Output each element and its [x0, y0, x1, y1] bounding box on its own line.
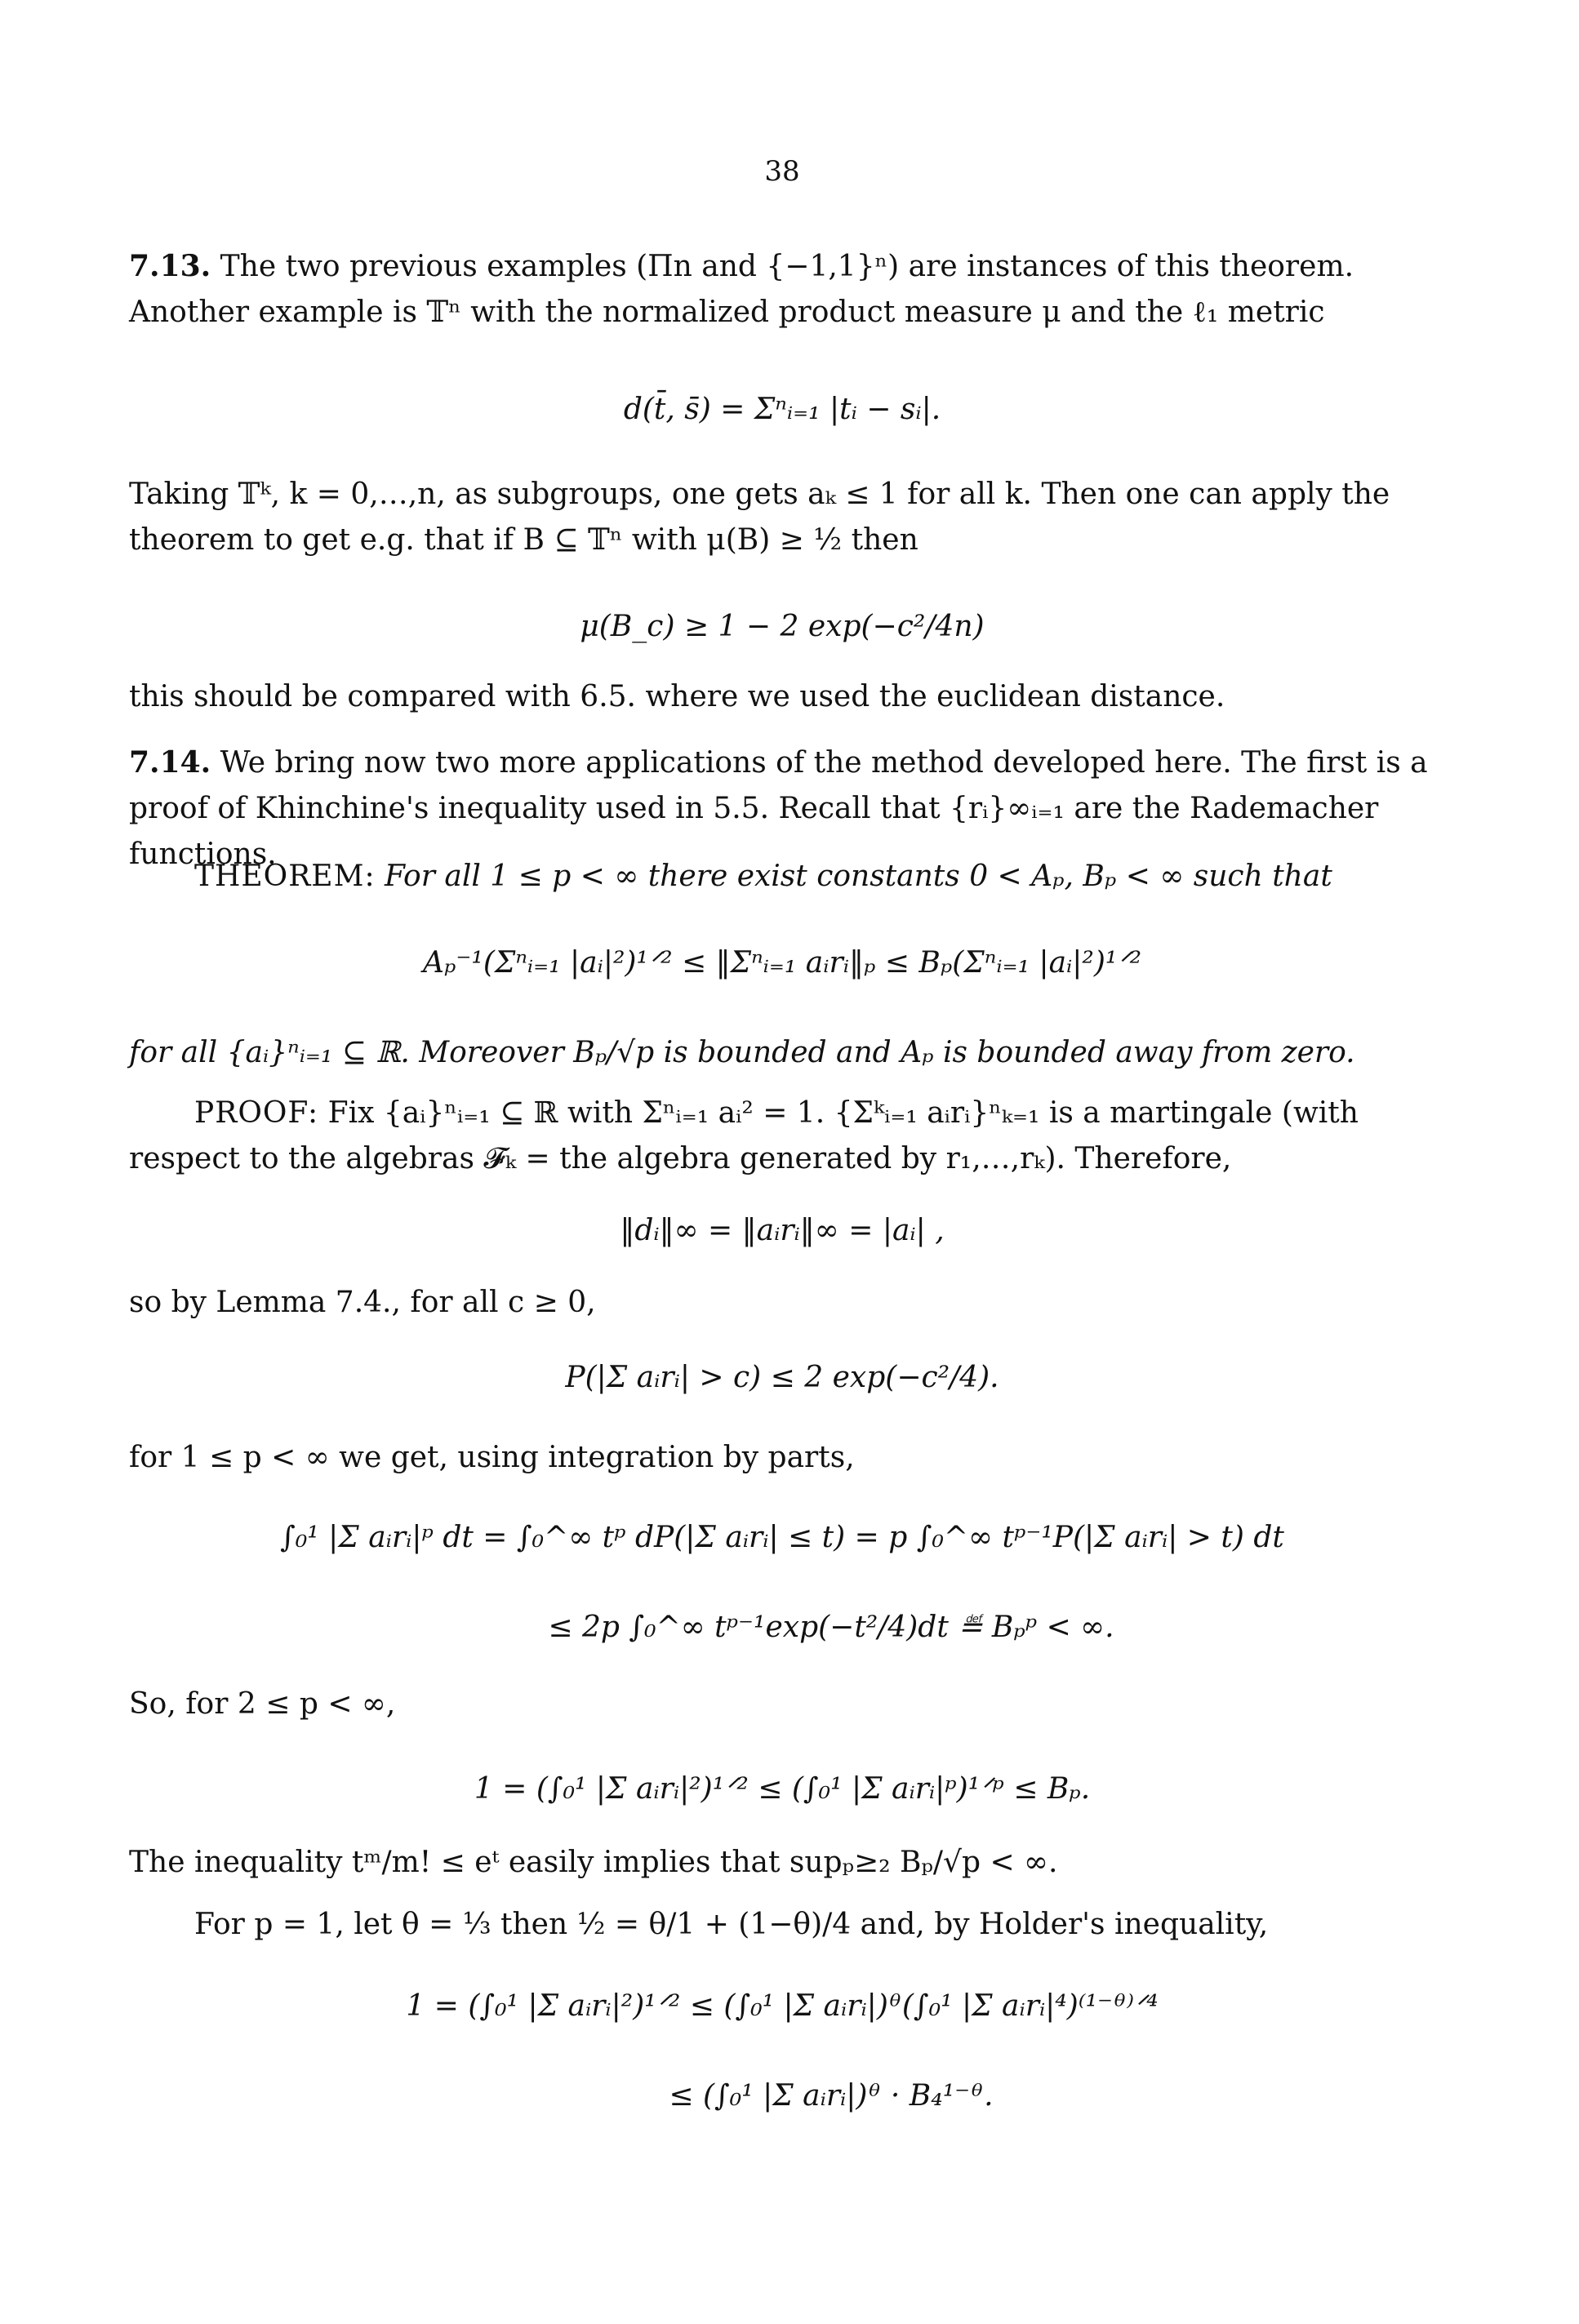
- document-page: [129, 0, 1435, 2324]
- paragraph-so: So, for 2 ≤ p < ∞,: [129, 1687, 396, 1721]
- equation-khinchine: Aₚ⁻¹(Σⁿᵢ₌₁ |aᵢ|²)¹ᐟ² ≤ ‖Σⁿᵢ₌₁ aᵢrᵢ‖ₚ ≤ Bₚ(Σⁿᵢ₌₁ |aᵢ|²)¹ᐟ²: [423, 946, 1141, 980]
- paragraph-7-13: [129, 243, 1435, 335]
- equation-integral-2: ≤ 2p ∫₀^∞ tᵖ⁻¹exp(−t²/4)dt ≝ Bₚᵖ < ∞.: [548, 1611, 1114, 1644]
- theorem-label: THEOREM:: [194, 860, 376, 893]
- paragraph-inequality: The inequality tᵐ/m! ≤ eᵗ easily implies that supₚ≥₂ Bₚ/√p < ∞.: [129, 1846, 1058, 1879]
- paragraph-p1: For p = 1, let θ = ⅓ then ½ = θ/1 + (1−θ)/4 and, by Holder's inequality,: [194, 1908, 1269, 1941]
- page-number: 38: [764, 155, 800, 188]
- equation-holder-1: 1 = (∫₀¹ |Σ aᵢrᵢ|²)¹ᐟ² ≤ (∫₀¹ |Σ aᵢrᵢ|)ᶿ(∫₀¹ |Σ aᵢrᵢ|⁴)⁽¹⁻ᶿ⁾ᐟ⁴: [406, 1989, 1159, 2023]
- theorem-tail: for all {aᵢ}ⁿᵢ₌₁ ⊆ ℝ. Moreover Bₚ/√p is bounded and Aₚ is bounded away from zero.: [129, 1036, 1355, 1069]
- equation-norm: ‖dᵢ‖∞ = ‖aᵢrᵢ‖∞ = |aᵢ| ,: [620, 1214, 945, 1247]
- paragraph-subgroups: Taking 𝕋ᵏ, k = 0,…,n, as subgroups, one gets aₖ ≤ 1 for all k. Then one can apply the theorem to get e.g. that if B ⊆ 𝕋ⁿ with μ(B) ≥ ½ then: [129, 478, 1390, 557]
- equation-probability: P(|Σ aᵢrᵢ| > c) ≤ 2 exp(−c²/4).: [565, 1361, 999, 1394]
- equation-integral-1: ∫₀¹ |Σ aᵢrᵢ|ᵖ dt = ∫₀^∞ tᵖ dP(|Σ aᵢrᵢ| ≤ t) = p ∫₀^∞ tᵖ⁻¹P(|Σ aᵢrᵢ| > t) dt: [280, 1521, 1284, 1554]
- proof-paragraph: [129, 1091, 1435, 1182]
- section-number: 7.13.: [129, 249, 211, 283]
- proof-text: Fix {aᵢ}ⁿᵢ₌₁ ⊆ ℝ with Σⁿᵢ₌₁ aᵢ² = 1. {Σᵏᵢ₌₁ aᵢrᵢ}ⁿₖ₌₁ is a martingale (with respect to the algebras 𝓕ₖ = the algebra generated by r₁,…,rₖ). Therefore,: [129, 1096, 1359, 1175]
- equation-holder-2: ≤ (∫₀¹ |Σ aᵢrᵢ|)ᶿ · B₄¹⁻ᶿ.: [669, 2079, 994, 2113]
- section-number: 7.14.: [129, 745, 211, 780]
- paragraph-integration: for 1 ≤ p < ∞ we get, using integration by parts,: [129, 1441, 855, 1474]
- proof-label: PROOF:: [194, 1096, 319, 1130]
- paragraph-compare: this should be compared with 6.5. where we used the euclidean distance.: [129, 680, 1225, 713]
- paragraph-text: We bring now two more applications of the method developed here. The first is a proof of Khinchine's inequality used in 5.5. Recall that {rᵢ}∞ᵢ₌₁ are the Rademacher functions.: [129, 746, 1428, 871]
- equation-so: 1 = (∫₀¹ |Σ aᵢrᵢ|²)¹ᐟ² ≤ (∫₀¹ |Σ aᵢrᵢ|ᵖ)¹ᐟᵖ ≤ Bₚ.: [474, 1772, 1091, 1806]
- theorem-statement: [129, 854, 1435, 900]
- equation-metric: d(t̄, s̄) = Σⁿᵢ₌₁ |tᵢ − sᵢ|.: [623, 393, 941, 426]
- paragraph-text: The two previous examples (Πn and {−1,1}ⁿ) are instances of this theorem. Another example is 𝕋ⁿ with the normalized product measure μ and the ℓ₁ metric: [129, 250, 1354, 329]
- theorem-text: For all 1 ≤ p < ∞ there exist constants 0 < Aₚ, Bₚ < ∞ such that: [375, 860, 1332, 893]
- equation-measure: μ(B_c) ≥ 1 − 2 exp(−c²/4n): [580, 610, 985, 643]
- paragraph-lemma: so by Lemma 7.4., for all c ≥ 0,: [129, 1286, 596, 1319]
